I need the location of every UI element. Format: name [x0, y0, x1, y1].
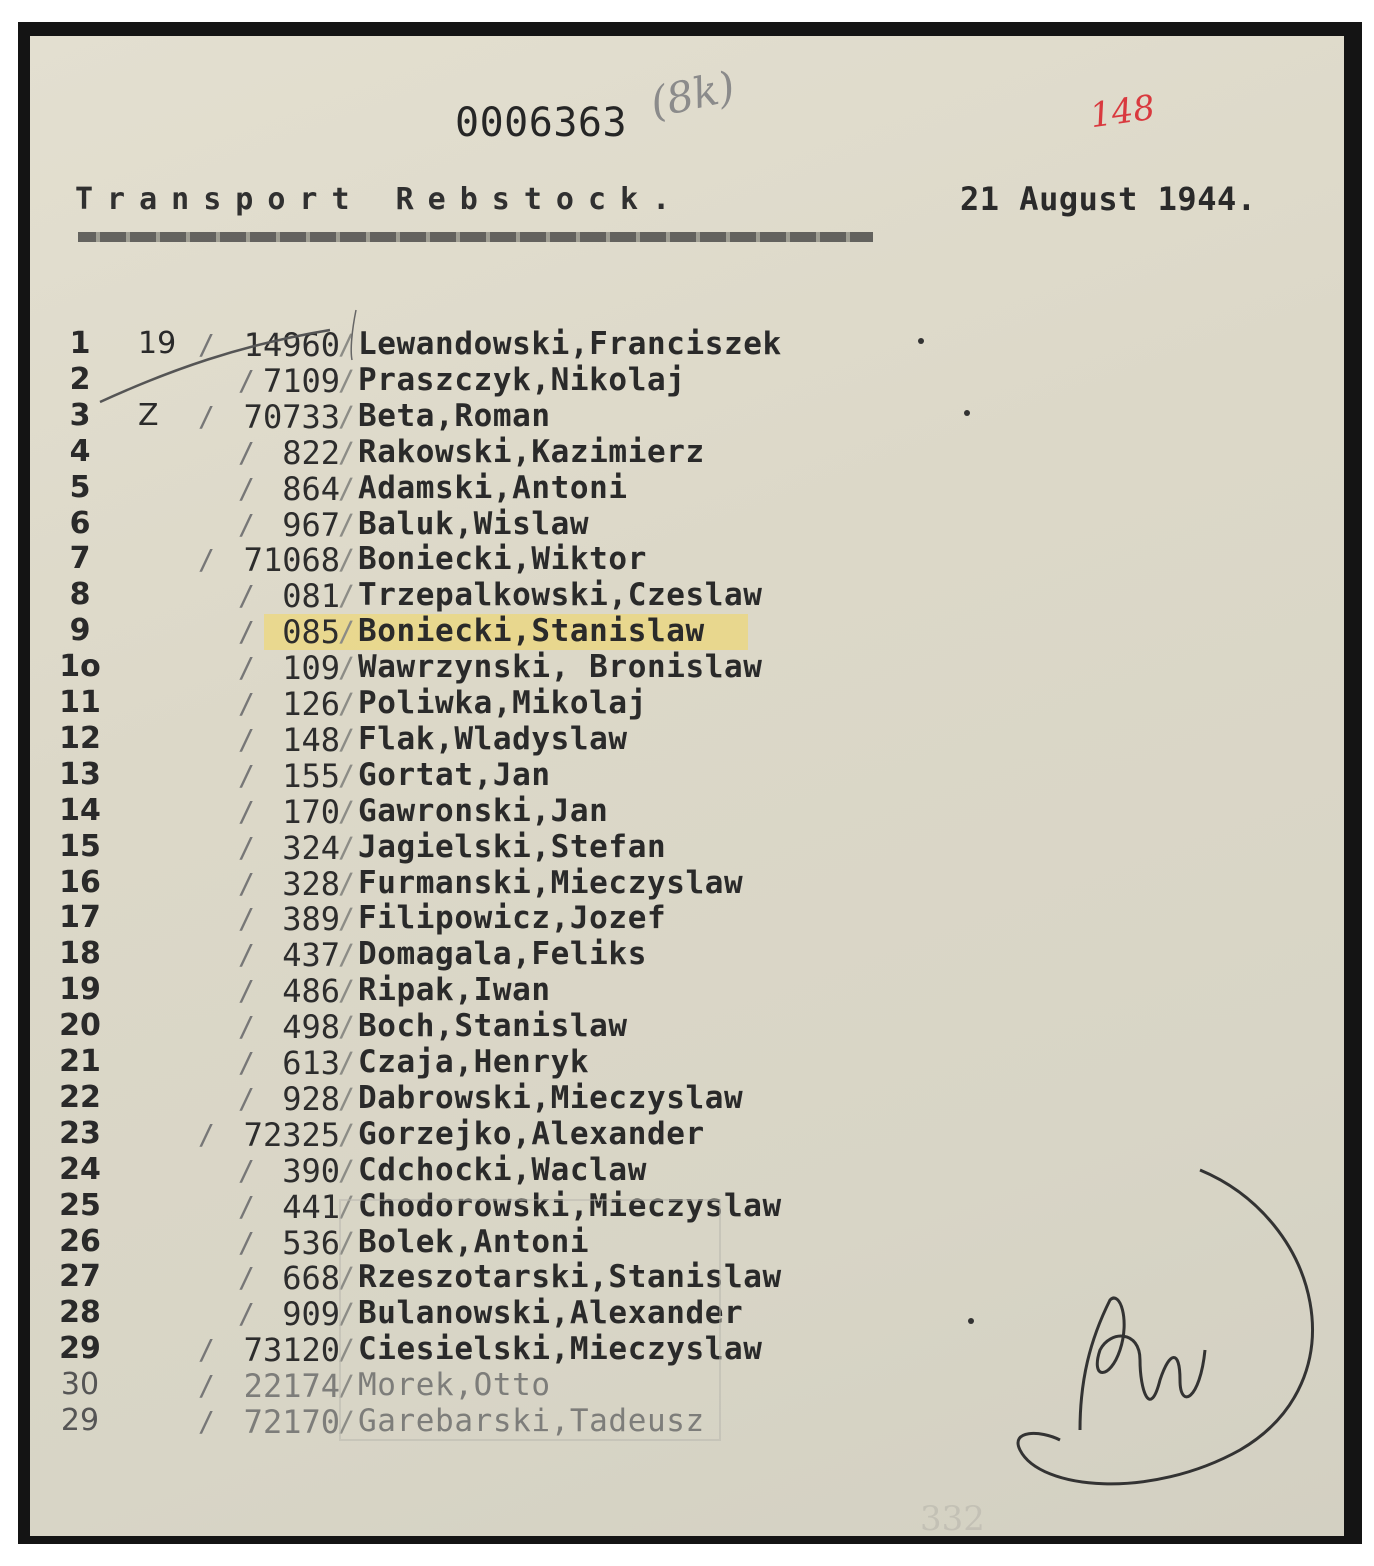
- prisoner-name: Morek,Otto: [358, 1367, 551, 1403]
- prisoner-name: Dabrowski,Mieczyslaw: [358, 1080, 744, 1116]
- prisoner-number: 14960: [243, 326, 340, 364]
- entry-number: 4: [69, 434, 91, 469]
- prisoner-number: 126: [282, 685, 340, 723]
- entry-prefix: 19: [138, 326, 177, 361]
- pencil-check-mark: /: [238, 436, 255, 469]
- tick-mark: ∕: [338, 1010, 355, 1043]
- tick-mark: ∕: [338, 1369, 355, 1402]
- pencil-check-mark: /: [198, 400, 215, 433]
- prisoner-name: Praszczyk,Nikolaj: [358, 362, 686, 398]
- prisoner-name: Flak,Wladyslaw: [358, 721, 628, 757]
- prisoner-name: Beta,Roman: [358, 398, 551, 434]
- red-folio-number: 148: [1087, 87, 1158, 137]
- entry-number: 16: [59, 865, 101, 900]
- tick-mark: ∕: [338, 1046, 355, 1079]
- prisoner-number: 390: [282, 1152, 340, 1190]
- entry-number: 9: [69, 613, 91, 648]
- prisoner-name: Bolek,Antoni: [358, 1224, 590, 1260]
- entry-number: 11: [59, 685, 101, 720]
- entry-number: 14: [59, 793, 101, 828]
- prisoner-name: Adamski,Antoni: [358, 470, 628, 506]
- entry-number: 6: [69, 506, 91, 541]
- prisoner-number: 498: [282, 1008, 340, 1046]
- prisoner-name: Chodorowski,Mieczyslaw: [358, 1188, 782, 1224]
- pencil-signature: [1080, 1298, 1205, 1430]
- prisoner-number: 437: [282, 936, 340, 974]
- entry-number: 1o: [59, 649, 101, 684]
- entry-number: 29: [59, 1331, 101, 1366]
- prisoner-name: Baluk,Wislaw: [358, 506, 590, 542]
- entry-number: 15: [59, 829, 101, 864]
- tick-mark: ∕: [338, 328, 355, 361]
- prisoner-number: 324: [282, 829, 340, 867]
- pencil-check-mark: /: [238, 1082, 255, 1115]
- prisoner-name: Cdchocki,Waclaw: [358, 1152, 647, 1188]
- tick-mark: ∕: [338, 508, 355, 541]
- prisoner-name: Garebarski,Tadeusz: [358, 1403, 705, 1439]
- prisoner-number: 822: [282, 434, 340, 472]
- prisoner-name: Rzeszotarski,Stanislaw: [358, 1259, 782, 1295]
- pencil-circle-arc: [1018, 1170, 1312, 1484]
- pencil-bracket-line: [351, 310, 356, 360]
- entry-number: 28: [59, 1295, 101, 1330]
- prisoner-number: 085: [282, 613, 340, 651]
- entry-number: 7: [69, 541, 91, 576]
- entry-number: 3: [69, 398, 91, 433]
- tick-mark: ∕: [338, 1118, 355, 1151]
- tick-mark: ∕: [338, 364, 355, 397]
- tick-mark: ∕: [338, 974, 355, 1007]
- pencil-check-mark: /: [238, 723, 255, 756]
- transport-title: Transport Rebstock.: [75, 182, 685, 217]
- prisoner-number: 328: [282, 865, 340, 903]
- entry-number: 29: [60, 1403, 100, 1438]
- entry-number: 18: [59, 936, 101, 971]
- pencil-check-mark: /: [238, 472, 255, 505]
- tick-mark: ∕: [338, 1226, 355, 1259]
- prisoner-number: 72170: [243, 1403, 340, 1441]
- pencil-check-mark: /: [238, 938, 255, 971]
- prisoner-number: 967: [282, 506, 340, 544]
- entry-prefix: Z: [138, 398, 159, 433]
- pencil-check-mark: /: [238, 974, 255, 1007]
- entry-number: 5: [69, 470, 91, 505]
- prisoner-number: 928: [282, 1080, 340, 1118]
- faint-pencil-scribble: 332: [920, 1499, 985, 1539]
- prisoner-number: 7109: [262, 362, 340, 400]
- prisoner-number: 148: [282, 721, 340, 759]
- pencil-check-mark: /: [238, 615, 255, 648]
- prisoner-name: Trzepalkowski,Czeslaw: [358, 577, 763, 613]
- pencil-check-mark: /: [198, 1333, 215, 1366]
- prisoner-number: 155: [282, 757, 340, 795]
- entry-number: 12: [59, 721, 101, 756]
- prisoner-name: Gortat,Jan: [358, 757, 551, 793]
- pencil-check-mark: /: [198, 1369, 215, 1402]
- prisoner-name: Boniecki,Stanislaw: [358, 613, 705, 649]
- tick-mark: ∕: [338, 579, 355, 612]
- entry-number: 27: [59, 1259, 101, 1294]
- entry-number: 23: [59, 1116, 101, 1151]
- pencil-check-mark: /: [238, 651, 255, 684]
- pencil-check-mark: /: [238, 1261, 255, 1294]
- tick-mark: ∕: [338, 1405, 355, 1438]
- tick-mark: ∕: [338, 795, 355, 828]
- prisoner-name: Ripak,Iwan: [358, 972, 551, 1008]
- entry-number: 1: [69, 326, 91, 361]
- pencil-check-mark: /: [238, 795, 255, 828]
- pencil-strike-line: [100, 330, 330, 402]
- entry-number: 20: [59, 1008, 101, 1043]
- pencil-check-mark: /: [238, 1226, 255, 1259]
- tick-mark: ∕: [338, 436, 355, 469]
- tick-mark: ∕: [338, 902, 355, 935]
- prisoner-name: Furmanski,Mieczyslaw: [358, 865, 744, 901]
- prisoner-name: Gorzejko,Alexander: [358, 1116, 705, 1152]
- entry-number: 17: [59, 900, 101, 935]
- prisoner-number: 081: [282, 577, 340, 615]
- prisoner-number: 72325: [243, 1116, 340, 1154]
- tick-mark: ∕: [338, 615, 355, 648]
- pencil-check-mark: /: [238, 508, 255, 541]
- prisoner-number: 486: [282, 972, 340, 1010]
- pencil-check-mark: /: [238, 1190, 255, 1223]
- tick-mark: ∕: [338, 1190, 355, 1223]
- prisoner-name: Poliwka,Mikolaj: [358, 685, 647, 721]
- entry-number: 26: [59, 1224, 101, 1259]
- entry-number: 8: [69, 577, 91, 612]
- tick-mark: ∕: [338, 1297, 355, 1330]
- tick-mark: ∕: [338, 723, 355, 756]
- entry-number: 13: [59, 757, 101, 792]
- prisoner-name: Gawronski,Jan: [358, 793, 609, 829]
- prisoner-number: 864: [282, 470, 340, 508]
- entry-number: 25: [59, 1188, 101, 1223]
- prisoner-name: Boniecki,Wiktor: [358, 541, 647, 577]
- pencil-check-mark: /: [238, 831, 255, 864]
- prisoner-name: Ciesielski,Mieczyslaw: [358, 1331, 763, 1367]
- prisoner-name: Boch,Stanislaw: [358, 1008, 628, 1044]
- prisoner-name: Jagielski,Stefan: [358, 829, 667, 865]
- tick-mark: ∕: [338, 1261, 355, 1294]
- entry-number: 19: [59, 972, 101, 1007]
- pencil-check-mark: /: [238, 1154, 255, 1187]
- pencil-check-mark: /: [238, 867, 255, 900]
- prisoner-number: 441: [282, 1188, 340, 1226]
- prisoner-name: Rakowski,Kazimierz: [358, 434, 705, 470]
- pencil-check-mark: /: [198, 328, 215, 361]
- tick-mark: ∕: [338, 543, 355, 576]
- pencil-check-mark: /: [198, 1405, 215, 1438]
- prisoner-name: Lewandowski,Franciszek: [358, 326, 782, 362]
- prisoner-number: 536: [282, 1224, 340, 1262]
- tick-mark: ∕: [338, 687, 355, 720]
- pencil-check-mark: /: [238, 687, 255, 720]
- pencil-check-mark: /: [198, 1118, 215, 1151]
- faint-rubber-stamp: [340, 1200, 720, 1440]
- entry-number: 22: [59, 1080, 101, 1115]
- prisoner-number: 22174: [243, 1367, 340, 1405]
- entry-number: 30: [60, 1367, 100, 1402]
- pencil-check-mark: /: [238, 364, 255, 397]
- tick-mark: ∕: [338, 472, 355, 505]
- prisoner-number: 170: [282, 793, 340, 831]
- prisoner-number: 71068: [243, 541, 340, 579]
- pencil-check-mark: /: [238, 1046, 255, 1079]
- entry-number: 2: [69, 362, 91, 397]
- tick-mark: ∕: [338, 1333, 355, 1366]
- tick-mark: ∕: [338, 867, 355, 900]
- pencil-check-mark: /: [238, 1297, 255, 1330]
- tick-mark: ∕: [338, 1154, 355, 1187]
- tick-mark: ∕: [338, 400, 355, 433]
- pencil-check-mark: /: [238, 579, 255, 612]
- document-number: 0006363: [455, 100, 628, 146]
- prisoner-number: 109: [282, 649, 340, 687]
- prisoner-number: 70733: [243, 398, 340, 436]
- prisoner-name: Czaja,Henryk: [358, 1044, 590, 1080]
- pencil-check-mark: /: [238, 902, 255, 935]
- pencil-check-mark: /: [238, 759, 255, 792]
- tick-mark: ∕: [338, 759, 355, 792]
- pencil-annotation: (8k): [645, 61, 740, 128]
- tick-mark: ∕: [338, 651, 355, 684]
- prisoner-number: 909: [282, 1295, 340, 1333]
- prisoner-name: Wawrzynski, Bronislaw: [358, 649, 763, 685]
- tick-mark: ∕: [338, 938, 355, 971]
- prisoner-number: 668: [282, 1259, 340, 1297]
- prisoner-name: Filipowicz,Jozef: [358, 900, 667, 936]
- entry-number: 24: [59, 1152, 101, 1187]
- pencil-check-mark: /: [238, 1010, 255, 1043]
- prisoner-number: 73120: [243, 1331, 340, 1369]
- pencil-check-mark: /: [198, 543, 215, 576]
- prisoner-number: 613: [282, 1044, 340, 1082]
- entry-number: 21: [59, 1044, 101, 1079]
- tick-mark: ∕: [338, 831, 355, 864]
- prisoner-name: Domagala,Feliks: [358, 936, 647, 972]
- prisoner-name: Bulanowski,Alexander: [358, 1295, 744, 1331]
- prisoner-number: 389: [282, 900, 340, 938]
- transport-date: 21 August 1944.: [960, 180, 1257, 218]
- tick-mark: ∕: [338, 1082, 355, 1115]
